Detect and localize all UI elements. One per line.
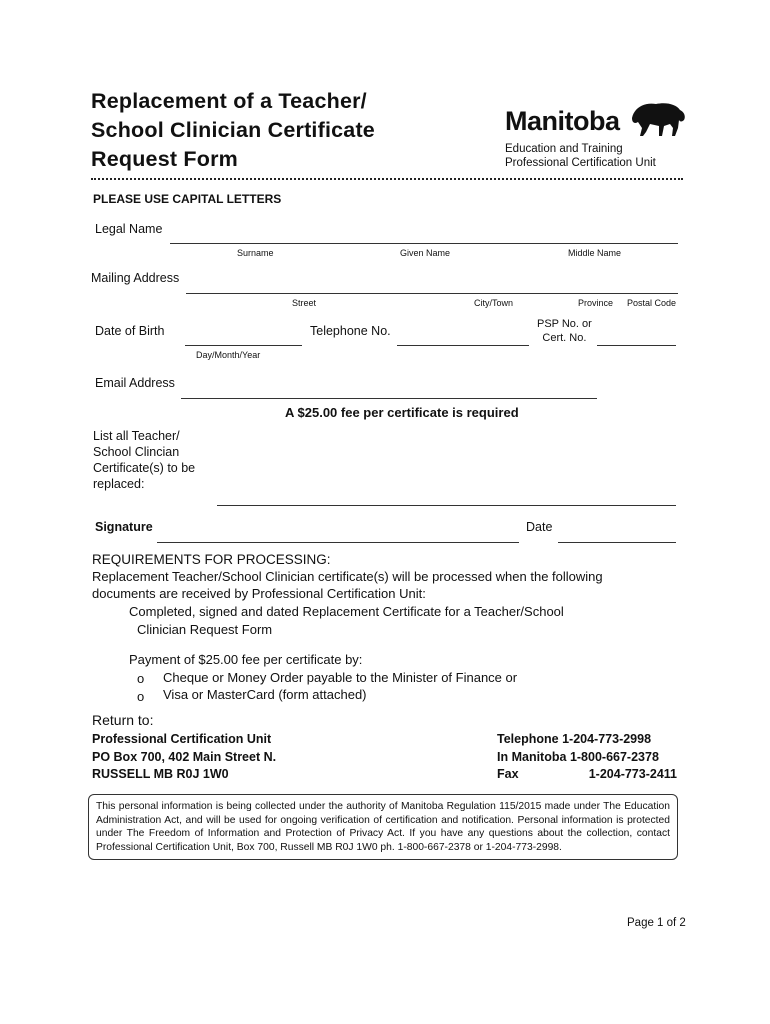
address-line-1: Professional Certification Unit (92, 732, 272, 746)
mailing-address-field[interactable] (186, 293, 678, 294)
psp-label-line-1: PSP No. or (537, 318, 592, 330)
title-line-2: School Clinician Certificate (91, 118, 375, 142)
email-label: Email Address (95, 376, 175, 390)
certificates-list-field[interactable] (217, 505, 676, 506)
requirements-heading: REQUIREMENTS FOR PROCESSING: (92, 552, 331, 567)
street-caption: Street (292, 298, 317, 308)
sub-bullet-icon: o (137, 689, 145, 704)
postal-code-caption: Postal Code (627, 298, 677, 308)
province-caption: Province (578, 298, 614, 308)
address-line-3: RUSSELL MB R0J 1W0 (92, 767, 229, 781)
requirements-intro-1: Replacement Teacher/School Clinician certificate(s) will be processed when the following (92, 569, 603, 584)
middle-name-caption: Middle Name (568, 248, 622, 258)
list-label-line-1: List all Teacher/ (93, 429, 180, 443)
title-line-3: Request Form (91, 147, 238, 171)
email-field[interactable] (181, 398, 597, 399)
dob-format-caption: Day/Month/Year (196, 350, 261, 360)
legal-name-label: Legal Name (95, 222, 163, 236)
requirements-intro-2: documents are received by Professional Certification Unit: (92, 586, 426, 601)
legal-name-field[interactable] (170, 243, 678, 244)
manitoba-logo-wordmark: Manitoba (505, 106, 620, 136)
fax-contact: Fax 1-204-773-2411 (497, 767, 677, 781)
city-caption: City/Town (474, 298, 514, 308)
address-line-2: PO Box 700, 402 Main Street N. (92, 749, 277, 764)
psp-label (537, 317, 592, 345)
date-of-birth-field[interactable] (185, 345, 302, 346)
psp-label-line-2: Cert. No. (542, 332, 587, 344)
given-name-caption: Given Name (400, 248, 451, 258)
bison-icon (628, 98, 688, 138)
requirement-item-2: Payment of $25.00 fee per certificate by: (129, 652, 363, 667)
list-label-line-2: School Clincian (93, 445, 180, 459)
title-line-1: Replacement of a Teacher/ (91, 89, 367, 113)
page-number: Page 1 of 2 (627, 917, 686, 929)
signature-field[interactable] (157, 542, 519, 543)
mailing-address-label: Mailing Address (91, 271, 180, 285)
psp-field[interactable] (597, 345, 676, 346)
payment-option-2: Visa or MasterCard (form attached) (163, 687, 367, 702)
date-of-birth-label: Date of Birth (95, 324, 165, 338)
sub-bullet-icon: o (137, 671, 145, 686)
return-heading: Return to: (92, 712, 154, 728)
contact-numbers (497, 731, 677, 784)
date-label: Date (526, 520, 553, 534)
signature-label: Signature (95, 520, 153, 534)
list-label-line-3: Certificate(s) to be (93, 461, 196, 475)
certificates-list-label (93, 428, 195, 492)
logo-subtitle-unit: Professional Certification Unit (505, 157, 656, 169)
form-title (91, 87, 375, 174)
date-field[interactable] (558, 542, 676, 543)
telephone-label: Telephone No. (310, 324, 391, 338)
requirement-item-1: Completed, signed and dated Replacement Certificate for a Teacher/School (129, 604, 564, 619)
return-address (92, 731, 276, 784)
header-divider (91, 178, 683, 180)
list-label-line-4: replaced: (93, 477, 145, 491)
fee-notice: A $25.00 fee per certificate is required (285, 405, 519, 420)
privacy-notice: This personal information is being collected under the authority of Manitoba Regulation 115/2015 made under The Education Administration Act, and will be used for ongoing verification of certification and notification. Personal information is protected under The Freedom of Information and Protection of Privacy Act. If you have any questions about the collection, contact Professional Certification Unit, Box 700, Russell MB R0J 1W0 ph. 1-800-667-2378 or 1-204-773-2998. (88, 794, 678, 860)
manitoba-contact: In Manitoba 1-800-667-2378 (497, 749, 659, 764)
payment-option-1: Cheque or Money Order payable to the Minister of Finance or (163, 670, 518, 685)
instructions: PLEASE USE CAPITAL LETTERS (93, 192, 282, 206)
logo-subtitle-education: Education and Training (505, 143, 623, 155)
telephone-field[interactable] (397, 345, 529, 346)
requirement-item-1-cont: Clinician Request Form (137, 622, 273, 637)
surname-caption: Surname (237, 248, 274, 258)
telephone-contact: Telephone 1-204-773-2998 (497, 732, 652, 746)
